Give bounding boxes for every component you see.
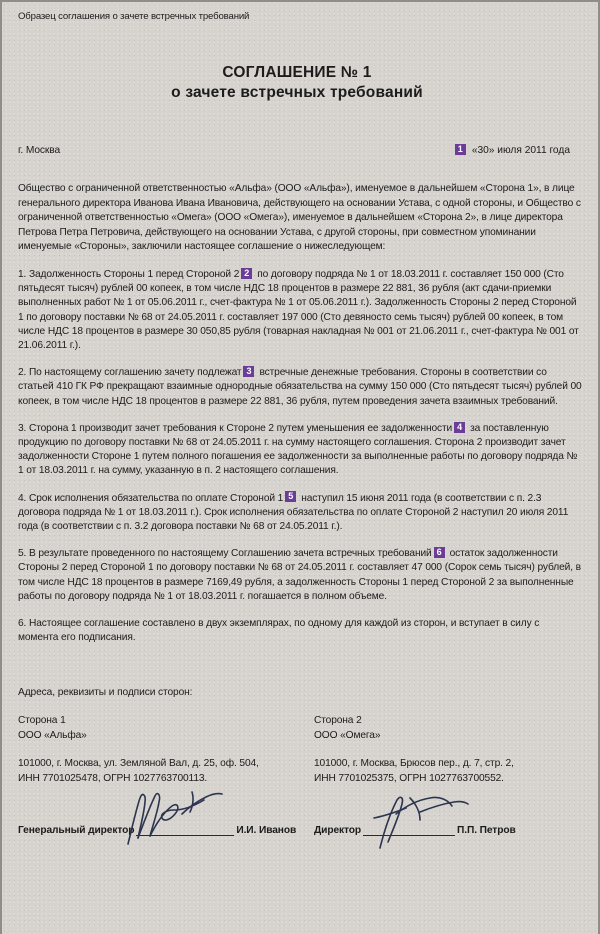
party-2-block [300, 714, 582, 836]
preamble-text: Общество с ограниченной ответственностью «Альфа» (ООО «Альфа»), именуемое в дальнейшем «Сторона 1», в лице генерального директора Иванова Ивана Ивановича, действующего на основании Устава, с одной стороны, и Общество с ограниченной ответственностью «Омега» (ООО «Омега»), именуемое в дальнейшем «Сторона 2», в лице директора Петрова Петра Петровича, действующего на основании Устава, с другой стороны, при совместном упоминании именуемые «Стороны», заключили настоящее соглашение о нижеследующем: [18, 183, 581, 253]
clause-4-text-before-badge: 4. Срок исполнения обязательства по оплате Стороной 1 [18, 492, 284, 504]
signatures-columns [18, 714, 582, 836]
signatures-section [18, 687, 582, 836]
party-1-company: ООО «Альфа» [18, 729, 87, 741]
clause-2-text-before-badge: 2. По настоящему соглашению зачету подлежат [18, 367, 242, 379]
party-2-role: Директор [314, 825, 362, 837]
party-1-handwritten-signature-icon [122, 788, 232, 848]
document-caption: Образец соглашения о зачете встречных требований [18, 11, 250, 22]
place-of-signing: г. Москва [18, 145, 61, 156]
party-2-company: ООО «Омега» [314, 729, 381, 741]
party-2-address: 101000, г. Москва, Брюсов пер., д. 7, стр. 2, [314, 758, 514, 770]
party-1-spacer [18, 743, 300, 757]
party-1-name: И.И. Иванов [236, 825, 297, 837]
clause-6-text: 6. Настоящее соглашение составлено в двух экземплярах, по одному для каждой из сторон, и вступает в силу с момента его подписания. [18, 618, 540, 644]
clause-5 [18, 547, 582, 604]
party-2-requisites: ИНН 7701025375, ОГРН 1027763700552. [314, 772, 504, 784]
clause-1-text-after-badge: по договору подряда № 1 от 18.03.2011 г. составляет 150 000 (Сто пятьдесят тысяч) рублей 00 копеек, в том числе НДС 18 процентов в размере 22 881, 36 рубля (акт сдачи-приемки выполненных работ № 1 от 05.06.2011 г., счет-фактура № 1 от 05.06.2011 г.). Задолженность Стороны 2 перед Стороной 1 по договору поставки № 68 от 24.05.2011 г. составляет 197 000 (Сто девяносто семь тысяч) рублей 00 копеек, в том числе НДС 18 процентов в размере 30 050,85 рубля (товарная накладная № 001 от 21.06.2011 г., счет-фактура № 001 от 21.06.2011 г.). [18, 268, 579, 351]
annotation-badge-2[interactable]: 2 [241, 268, 252, 279]
clause-2-text-after-badge: встречные денежные требования. Стороны в соответствии со статьей 410 ГК РФ прекращают взаимные однородные обязательства на сумму 150 000 (Сто пятьдесят тысяч) рублей 00 копеек, в том числе НДС 18 процентов в размере 22 881, 36 рубля, путем проведения зачета взаимных требований. [18, 367, 582, 407]
party-2-signature-row [314, 810, 582, 836]
party-2-name: П.П. Петров [457, 825, 516, 837]
party-1-role: Генеральный директор [18, 825, 135, 837]
document-title [18, 63, 576, 103]
clause-3 [18, 422, 582, 479]
date-of-signing: «30» июля 2011 года [471, 145, 570, 156]
clause-1-text-before-badge: 1. Задолженность Стороны 1 перед Стороной 2 [18, 268, 240, 280]
clause-4 [18, 492, 582, 535]
title-line-2: о зачете встречных требований [171, 84, 423, 101]
signatures-heading: Адреса, реквизиты и подписи сторон: [18, 687, 193, 699]
annotation-badge-4[interactable]: 4 [454, 422, 465, 433]
annotation-badge-6[interactable]: 6 [434, 547, 445, 558]
clause-2 [18, 366, 582, 409]
place-and-date-row [18, 145, 582, 156]
annotation-badge-5[interactable]: 5 [285, 491, 296, 502]
party-1-address: 101000, г. Москва, ул. Земляной Вал, д. 25, оф. 504, [18, 758, 259, 770]
preamble-paragraph [18, 182, 582, 255]
title-line-1: СОГЛАШЕНИЕ № 1 [222, 64, 372, 81]
annotation-badge-1[interactable]: 1 [455, 144, 466, 155]
party-1-signature-rule [136, 823, 234, 836]
party-2-spacer [314, 743, 582, 757]
clause-3-text-after-badge: за поставленную продукцию по договору поставки № 68 от 24.05.2011 г. на сумму настоящего соглашения. Сторона 2 производит зачет задолженности Стороне 1 путем полного погашения ее задолженности за выполненные работы по договору подряда № 1 от 18.03.2011 г. на сумму, указанную в п. 2 настоящего соглашения. [18, 422, 578, 477]
party-1-label: Сторона 1 [18, 715, 66, 727]
date-of-signing-wrap [455, 145, 582, 156]
clause-5-text-after-badge: остаток задолженности Стороны 2 перед Стороной 1 по договору поставки № 68 от 24.05.2011 г. составляет 47 000 (Сорок семь тысяч) рублей, в том числе НДС 18 процентов в размере 7169,49 рубля, а задолженность Стороны 1 перед Стороной 2 за выполненные работы по договору подряда № 1 от 18.03.2011 г. погашается в полном объеме. [18, 548, 581, 602]
party-2-handwritten-signature-icon [366, 788, 471, 850]
party-2-signature-rule [363, 823, 455, 836]
party-1-signature-row [18, 810, 300, 836]
party-2-label: Сторона 2 [314, 715, 362, 727]
clause-1 [18, 268, 582, 353]
party-1-requisites: ИНН 7701025478, ОГРН 1027763700113. [18, 772, 208, 784]
annotation-badge-3[interactable]: 3 [243, 366, 254, 377]
clause-3-text-before-badge: 3. Сторона 1 производит зачет требования к Стороне 2 путем уменьшения ее задолженности [18, 422, 453, 434]
clause-6 [18, 617, 582, 645]
clause-5-text-before-badge: 5. В результате проведенного по настоящему Соглашению зачета встречных требований [18, 548, 432, 560]
clause-4-text-after-badge: наступил 15 июня 2011 года (в соответствии с п. 2.3 договора подряда № 1 от 18.03.2011 г.). Срок исполнения обязательства по оплате Стороной 2 наступил 20 июля 2011 года (в соответствии с п. 3.2 договора поставки № 68 от 24.05.2011 г.). [18, 492, 569, 533]
party-1-block [18, 714, 300, 836]
